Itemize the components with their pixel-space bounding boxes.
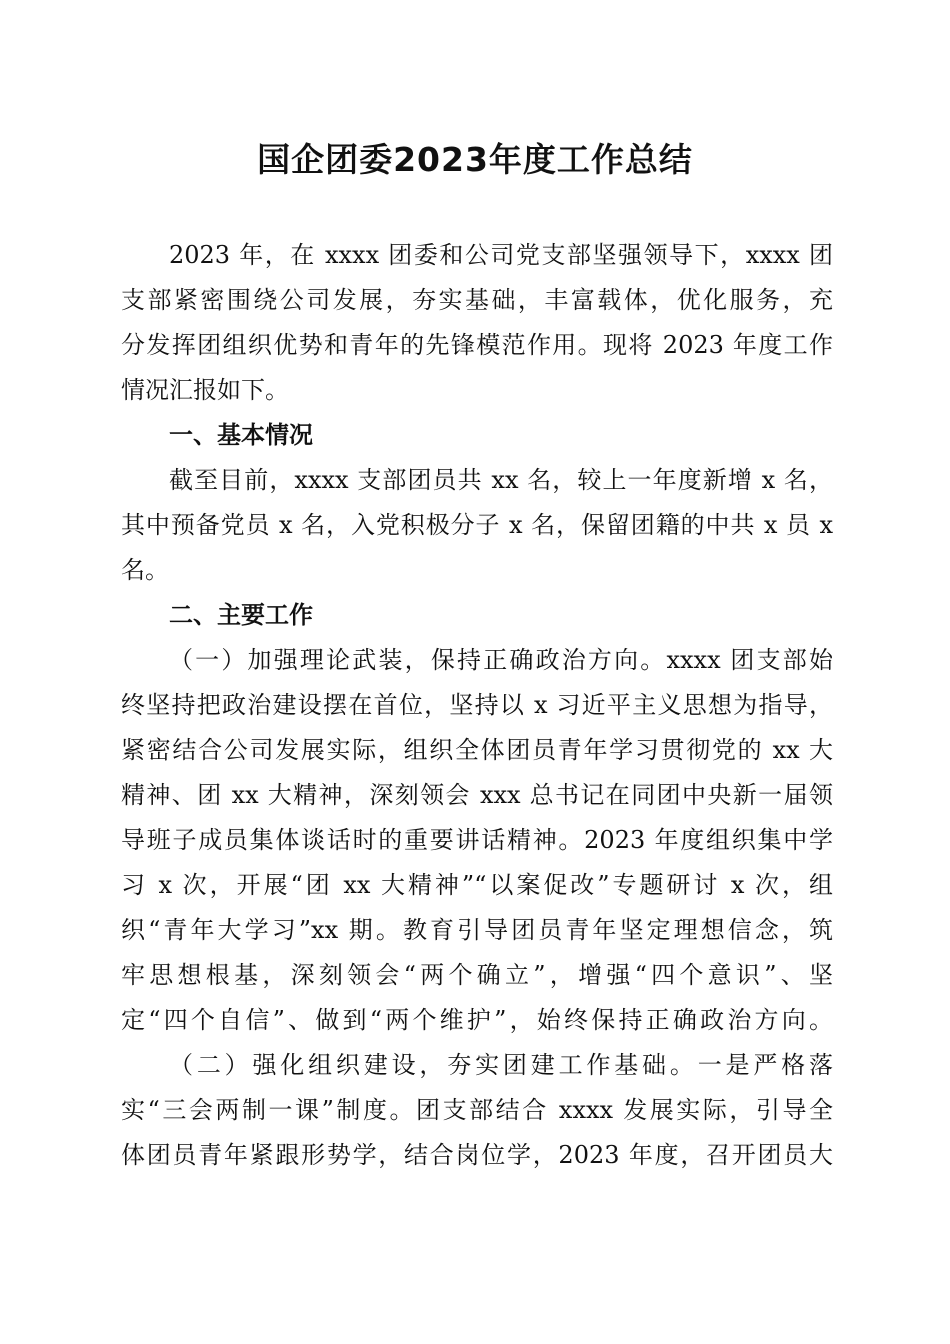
item1-line: 终坚持把政治建设摆在首位，坚持以 x 习近平主义思想为指导，	[121, 691, 833, 719]
item2-line: 体团员青年紧跟形势学，结合岗位学，2023 年度，召开团员大	[121, 1141, 833, 1169]
section-heading-basic-info: 一、基本情况	[169, 421, 313, 449]
intro-line: 情况汇报如下。	[121, 376, 289, 404]
section1-line: 其中预备党员 x 名，入党积极分子 x 名，保留团籍的中共 x 员 x	[121, 511, 833, 539]
section-heading-main-work: 二、主要工作	[169, 601, 313, 629]
item1-line: 牢思想根基，深刻领会“两个确立”，增强“四个意识”、坚	[121, 961, 833, 989]
intro-line: 分发挥团组织优势和青年的先锋模范作用。现将 2023 年度工作	[121, 331, 833, 359]
intro-line: 2023 年，在 xxxx 团委和公司党支部坚强领导下，xxxx 团	[169, 241, 833, 269]
item1-line: 习 x 次，开展“团 xx 大精神”“以案促改”专题研讨 x 次，组	[121, 871, 833, 899]
section1-line: 名。	[121, 556, 169, 584]
intro-line: 支部紧密围绕公司发展，夯实基础，丰富载体，优化服务，充	[121, 286, 833, 314]
item1-line: （一）加强理论武装，保持正确政治方向。xxxx 团支部始	[169, 646, 833, 674]
section1-line: 截至目前，xxxx 支部团员共 xx 名，较上一年度新增 x 名，	[169, 466, 833, 494]
item1-line: 精神、团 xx 大精神，深刻领会 xxx 总书记在同团中央新一届领	[121, 781, 833, 809]
document-title: 国企团委2023年度工作总结	[257, 140, 693, 179]
item1-line: 导班子成员集体谈话时的重要讲话精神。2023 年度组织集中学	[121, 826, 833, 854]
item1-line: 紧密结合公司发展实际，组织全体团员青年学习贯彻党的 xx 大	[121, 736, 833, 764]
item2-line: （二）强化组织建设，夯实团建工作基础。一是严格落	[169, 1051, 833, 1079]
item1-line: 定“四个自信”、做到“两个维护”，始终保持正确政治方向。	[121, 1006, 833, 1034]
item1-line: 织“青年大学习”xx 期。教育引导团员青年坚定理想信念，筑	[121, 916, 833, 944]
item2-line: 实“三会两制一课”制度。团支部结合 xxxx 发展实际，引导全	[121, 1096, 833, 1124]
